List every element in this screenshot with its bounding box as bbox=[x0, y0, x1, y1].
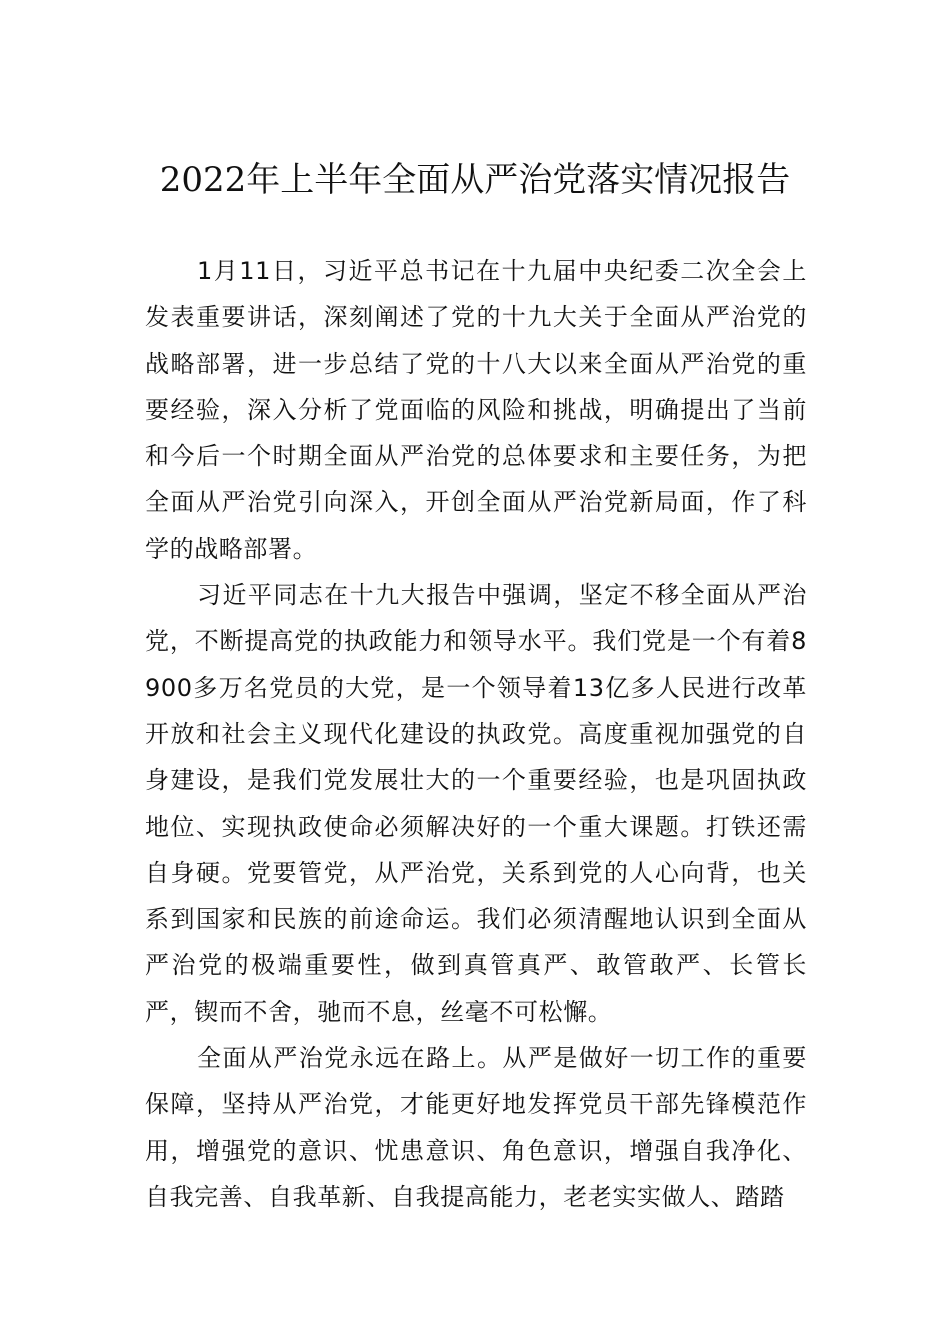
document-body bbox=[145, 248, 807, 1220]
document-title: 2022年上半年全面从严治党落实情况报告 bbox=[159, 160, 791, 200]
paragraph-1: 1月11日，习近平总书记在十九届中央纪委二次全会上发表重要讲话，深刻阐述了党的十九大关于全面从严治党的战略部署，进一步总结了党的十八大以来全面从严治党的重要经验，深入分析了党面临的风险和挑战，明确提出了当前和今后一个时期全面从严治党的总体要求和主要任务，为把全面从严治党引向深入，开创全面从严治党新局面，作了科学的战略部署。 bbox=[145, 257, 807, 563]
paragraph-2: 习近平同志在十九大报告中强调，坚定不移全面从严治党，不断提高党的执政能力和领导水平。我们党是一个有着8900多万名党员的大党，是一个领导着13亿多人民进行改革开放和社会主义现代化建设的执政党。高度重视加强党的自身建设，是我们党发展壮大的一个重要经验，也是巩固执政地位、实现执政使命必须解决好的一个重大课题。打铁还需自身硬。党要管党，从严治党，关系到党的人心向背，也关系到国家和民族的前途命运。我们必须清醒地认识到全面从严治党的极端重要性，做到真管真严、敢管敢严、长管长严，锲而不舍，驰而不息，丝毫不可松懈。 bbox=[145, 581, 807, 1026]
paragraph-3: 全面从严治党永远在路上。从严是做好一切工作的重要保障，坚持从严治党，才能更好地发挥党员干部先锋模范作用，增强党的意识、忧患意识、角色意识，增强自我净化、自我完善、自我革新、自我提高能力，老老实实做人、踏踏 bbox=[145, 1044, 807, 1211]
